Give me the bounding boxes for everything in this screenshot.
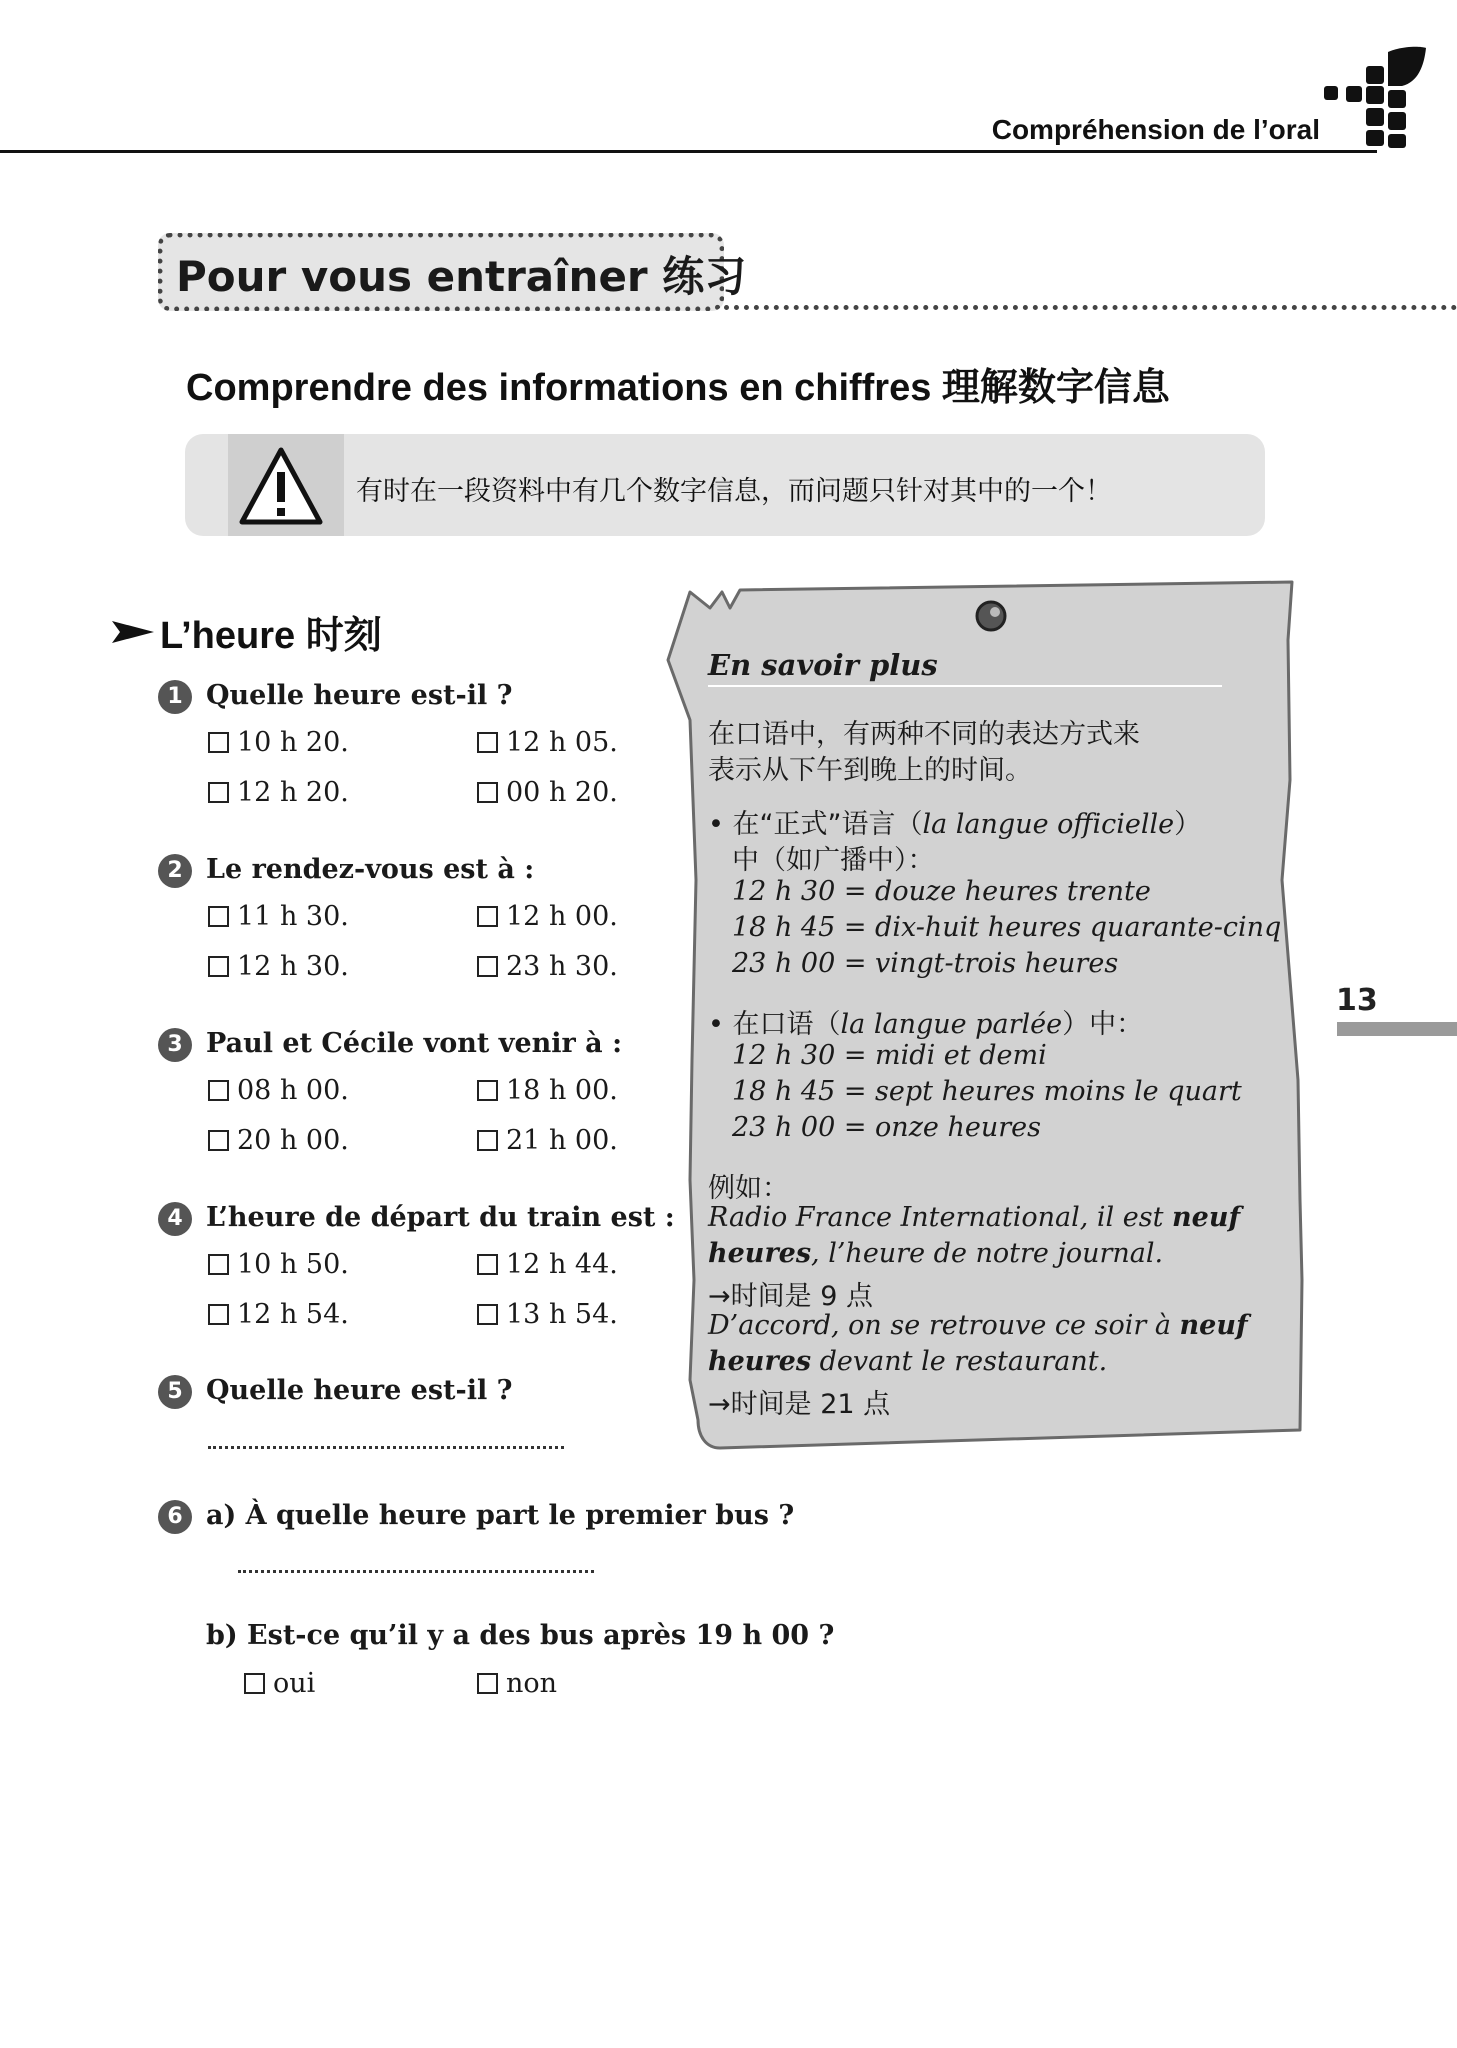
header-rule bbox=[0, 150, 1377, 153]
question-number: 4 bbox=[158, 1202, 192, 1236]
question-number: 6 bbox=[158, 1500, 192, 1534]
heure-heading: L’heure 时刻 bbox=[160, 615, 382, 657]
checkbox[interactable] bbox=[208, 1304, 229, 1325]
option[interactable]: 12 h 05. bbox=[477, 727, 618, 758]
checkbox[interactable] bbox=[477, 956, 498, 977]
option[interactable]: 12 h 00. bbox=[477, 901, 618, 932]
question-text: Paul et Cécile vont venir à : bbox=[206, 1028, 623, 1059]
section-title: Pour vous entraîner 练习 bbox=[176, 252, 747, 301]
option[interactable]: non bbox=[477, 1668, 557, 1699]
answer-blank[interactable] bbox=[238, 1570, 594, 1573]
question-text: Quelle heure est-il ? bbox=[206, 1375, 513, 1406]
checkbox[interactable] bbox=[477, 1254, 498, 1275]
question-text: L’heure de départ du train est : bbox=[206, 1202, 675, 1233]
subtitle: Comprendre des informations en chiffres 理解数字信息 bbox=[186, 367, 1170, 409]
option[interactable]: oui bbox=[244, 1668, 315, 1699]
checkbox[interactable] bbox=[208, 956, 229, 977]
note-example-line: 18 h 45 = sept heures moins le quart bbox=[732, 1076, 1242, 1107]
page-number: 13 bbox=[1336, 983, 1378, 1018]
checkbox[interactable] bbox=[208, 906, 229, 927]
option[interactable]: 12 h 20. bbox=[208, 777, 349, 808]
note-example-line: 18 h 45 = dix-huit heures quarante-cinq bbox=[732, 912, 1282, 943]
option[interactable]: 13 h 54. bbox=[477, 1299, 618, 1330]
option[interactable]: 12 h 44. bbox=[477, 1249, 618, 1280]
checkbox[interactable] bbox=[244, 1673, 265, 1694]
checkbox[interactable] bbox=[477, 1130, 498, 1151]
warning-icon bbox=[238, 446, 324, 526]
note-example-line: 12 h 30 = douze heures trente bbox=[732, 876, 1151, 907]
checkbox[interactable] bbox=[477, 782, 498, 803]
checkbox[interactable] bbox=[477, 1080, 498, 1101]
note-example-sentence: D’accord, on se retrouve ce soir à neuf bbox=[708, 1310, 1248, 1341]
checkbox[interactable] bbox=[208, 732, 229, 753]
note-official-line: 中（如广播中）： bbox=[732, 845, 935, 876]
question-number: 3 bbox=[158, 1028, 192, 1062]
checkbox[interactable] bbox=[477, 732, 498, 753]
note-example-sentence: Radio France International, il est neuf bbox=[708, 1202, 1241, 1233]
warning-text: 有时在一段资料中有几个数字信息，而问题只针对其中的一个！ bbox=[356, 476, 1112, 507]
note-example-line: 12 h 30 = midi et demi bbox=[732, 1040, 1047, 1071]
running-header: Compréhension de l’oral bbox=[991, 114, 1320, 145]
option[interactable]: 10 h 20. bbox=[208, 727, 349, 758]
note-intro-line: 在口语中，有两种不同的表达方式来 bbox=[708, 719, 1140, 750]
note-example-sentence: heures, l’heure de notre journal. bbox=[708, 1238, 1164, 1269]
note-example-label: 例如： bbox=[708, 1173, 789, 1204]
option[interactable]: 21 h 00. bbox=[477, 1125, 618, 1156]
note-example-line: 23 h 00 = vingt-trois heures bbox=[732, 948, 1119, 979]
dotted-rule bbox=[724, 305, 1457, 310]
option[interactable]: 12 h 30. bbox=[208, 951, 349, 982]
note-official-line: • 在“正式”语言（la langue officielle） bbox=[708, 809, 1202, 840]
note-title: En savoir plus bbox=[708, 648, 938, 682]
question-text: a) À quelle heure part le premier bus ? bbox=[206, 1500, 795, 1531]
note-example-answer: →时间是 9 点 bbox=[708, 1281, 873, 1312]
question-number: 5 bbox=[158, 1375, 192, 1409]
checkbox[interactable] bbox=[477, 906, 498, 927]
option[interactable]: 23 h 30. bbox=[477, 951, 618, 982]
arrow-right-icon bbox=[112, 617, 154, 647]
option[interactable]: 18 h 00. bbox=[477, 1075, 618, 1106]
option[interactable]: 11 h 30. bbox=[208, 901, 349, 932]
option[interactable]: 20 h 00. bbox=[208, 1125, 349, 1156]
answer-blank[interactable] bbox=[208, 1446, 564, 1449]
logo-squares-icon bbox=[1310, 44, 1426, 156]
note-intro-line: 表示从下午到晚上的时间。 bbox=[708, 755, 1032, 786]
page-number-bar bbox=[1337, 1022, 1457, 1036]
checkbox[interactable] bbox=[208, 782, 229, 803]
option[interactable]: 00 h 20. bbox=[477, 777, 618, 808]
question-text: Quelle heure est-il ? bbox=[206, 680, 513, 711]
note-example-sentence: heures devant le restaurant. bbox=[708, 1346, 1108, 1377]
checkbox[interactable] bbox=[477, 1673, 498, 1694]
note-example-answer: →时间是 21 点 bbox=[708, 1389, 891, 1420]
checkbox[interactable] bbox=[208, 1080, 229, 1101]
question-text: b) Est-ce qu’il y a des bus après 19 h 00 ? bbox=[206, 1620, 835, 1651]
checkbox[interactable] bbox=[208, 1254, 229, 1275]
checkbox[interactable] bbox=[208, 1130, 229, 1151]
note-example-line: 23 h 00 = onze heures bbox=[732, 1112, 1041, 1143]
checkbox[interactable] bbox=[477, 1304, 498, 1325]
question-number: 1 bbox=[158, 680, 192, 714]
note-title-rule bbox=[708, 685, 1222, 687]
note-spoken-line: • 在口语（la langue parlée）中： bbox=[708, 1009, 1144, 1040]
option[interactable]: 10 h 50. bbox=[208, 1249, 349, 1280]
option[interactable]: 12 h 54. bbox=[208, 1299, 349, 1330]
question-text: Le rendez-vous est à : bbox=[206, 854, 535, 885]
question-number: 2 bbox=[158, 854, 192, 888]
option[interactable]: 08 h 00. bbox=[208, 1075, 349, 1106]
